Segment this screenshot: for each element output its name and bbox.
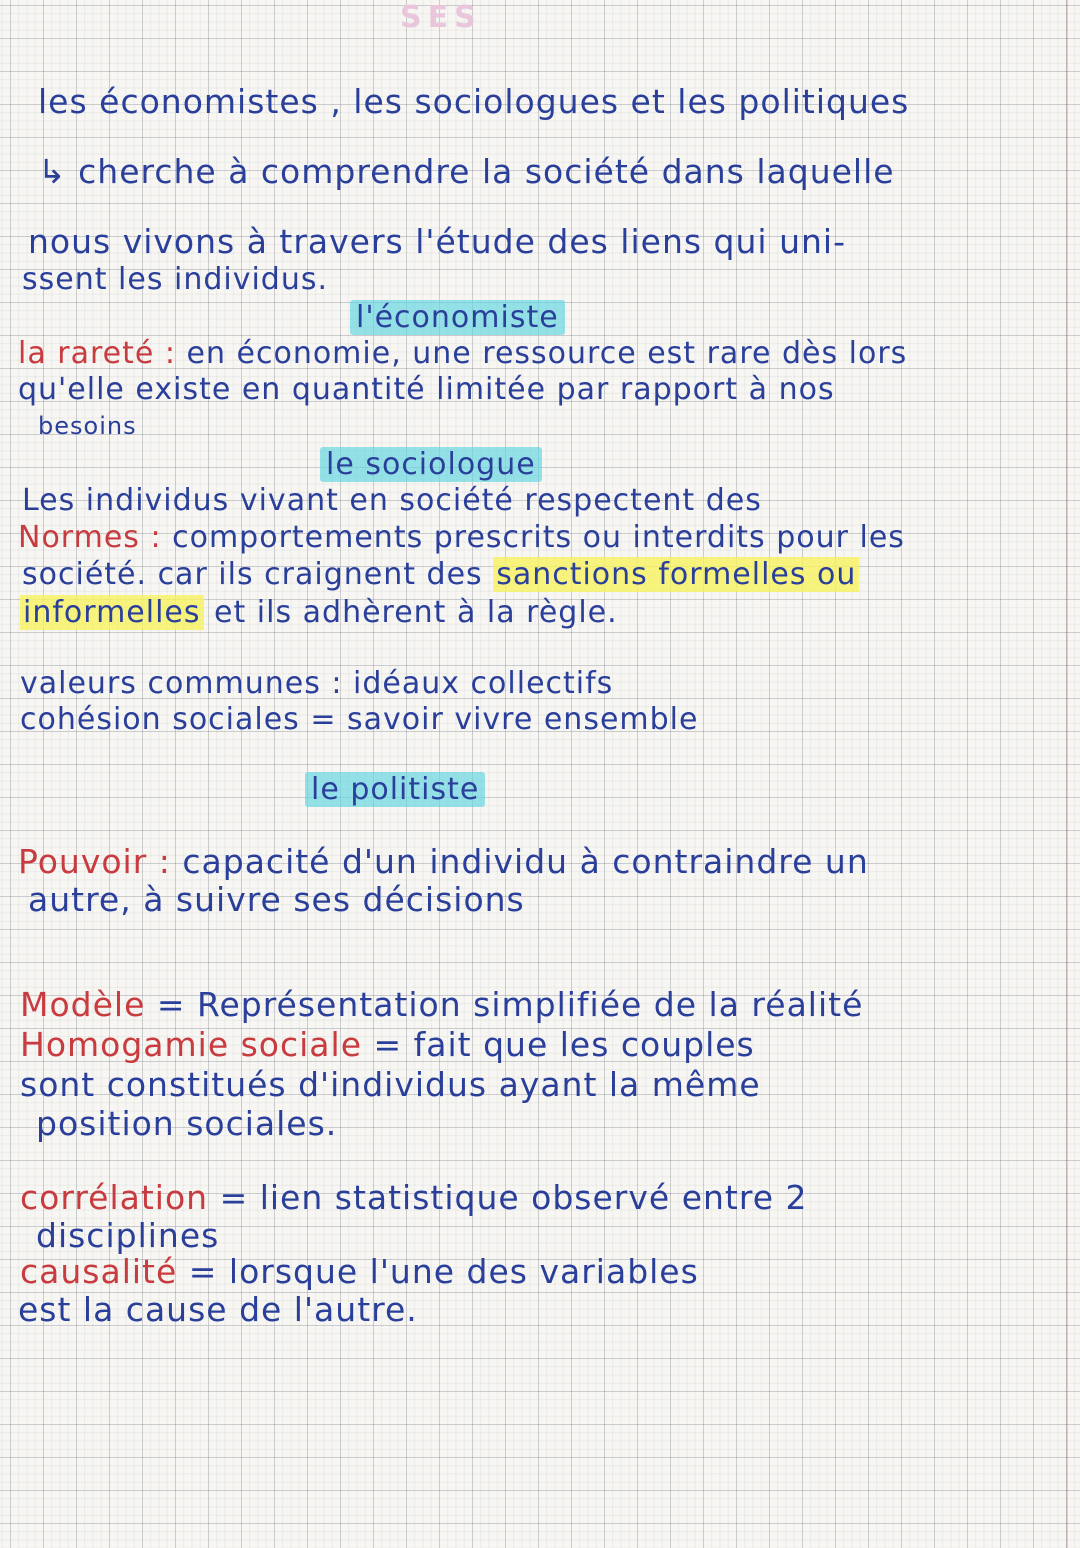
causalite-term: causalité	[20, 1252, 178, 1291]
correlation-def-1: = lien statistique observé entre 2	[208, 1178, 808, 1217]
faded-title: SES	[400, 0, 482, 35]
valeurs-communes: valeurs communes : idéaux collectifs	[20, 666, 614, 701]
cohesion-sociale: cohésion sociales = savoir vivre ensemble	[20, 702, 699, 737]
modele-def: = Représentation simplifiée de la réalité	[145, 985, 864, 1024]
modele-term: Modèle	[20, 985, 146, 1024]
heading-politiste	[305, 772, 485, 807]
sociologue-line-1: Les individus vivant en société respectent des	[22, 483, 762, 518]
sociologue-heading-text: le sociologue	[320, 447, 542, 482]
intro-line-1: les économistes , les sociologues et les politiques	[38, 82, 910, 121]
margin-line	[1066, 0, 1068, 1548]
highlight-informelles: informelles	[20, 595, 204, 630]
heading-sociologue	[320, 447, 542, 482]
homogamie-line-1	[20, 1025, 755, 1064]
homogamie-line-3: position sociales.	[36, 1104, 338, 1143]
causalite-line-2: est la cause de l'autre.	[18, 1290, 418, 1329]
correlation-line-2: disciplines	[36, 1216, 220, 1255]
sociologue-line-3-text: société. car ils craignent des	[22, 557, 494, 592]
modele-line	[20, 985, 863, 1024]
pouvoir-line-1	[18, 842, 869, 881]
economiste-heading-text: l'économiste	[350, 300, 565, 335]
causalite-def-1: = lorsque l'une des variables	[177, 1252, 699, 1291]
normes-def: comportements prescrits ou interdits pour les	[161, 520, 905, 555]
intro-line-3: nous vivons à travers l'étude des liens qui uni-	[28, 222, 846, 261]
intro-line-2: ↳ cherche à comprendre la société dans laquelle	[38, 152, 895, 191]
rarete-line-2: qu'elle existe en quantité limitée par rapport à nos	[18, 372, 835, 407]
normes-line	[18, 520, 905, 555]
sociologue-line-4-text: et ils adhèrent à la règle.	[203, 595, 618, 630]
sociologue-line-3	[22, 557, 859, 592]
pouvoir-def-1: capacité d'un individu à contraindre un	[170, 842, 869, 881]
homogamie-line-2: sont constitués d'individus ayant la même	[20, 1065, 761, 1104]
politiste-heading-text: le politiste	[305, 772, 485, 807]
correlation-term: corrélation	[20, 1178, 209, 1217]
rarete-line-1	[18, 336, 907, 371]
homogamie-def-1: = fait que les couples	[362, 1025, 755, 1064]
intro-line-4: ssent les individus.	[22, 262, 329, 297]
rarete-def-1: en économie, une ressource est rare dès lors	[175, 336, 908, 371]
heading-economiste	[350, 300, 565, 335]
pouvoir-term: Pouvoir :	[18, 842, 171, 881]
normes-term: Normes :	[18, 520, 162, 555]
pouvoir-line-2: autre, à suivre ses décisions	[28, 880, 525, 919]
homogamie-term: Homogamie sociale	[20, 1025, 363, 1064]
rarete-line-3: besoins	[38, 412, 137, 440]
sociologue-line-4	[20, 595, 618, 630]
highlight-sanctions: sanctions formelles ou	[493, 557, 859, 592]
causalite-line-1	[20, 1252, 699, 1291]
correlation-line-1	[20, 1178, 807, 1217]
rarete-term: la rareté :	[18, 336, 176, 371]
